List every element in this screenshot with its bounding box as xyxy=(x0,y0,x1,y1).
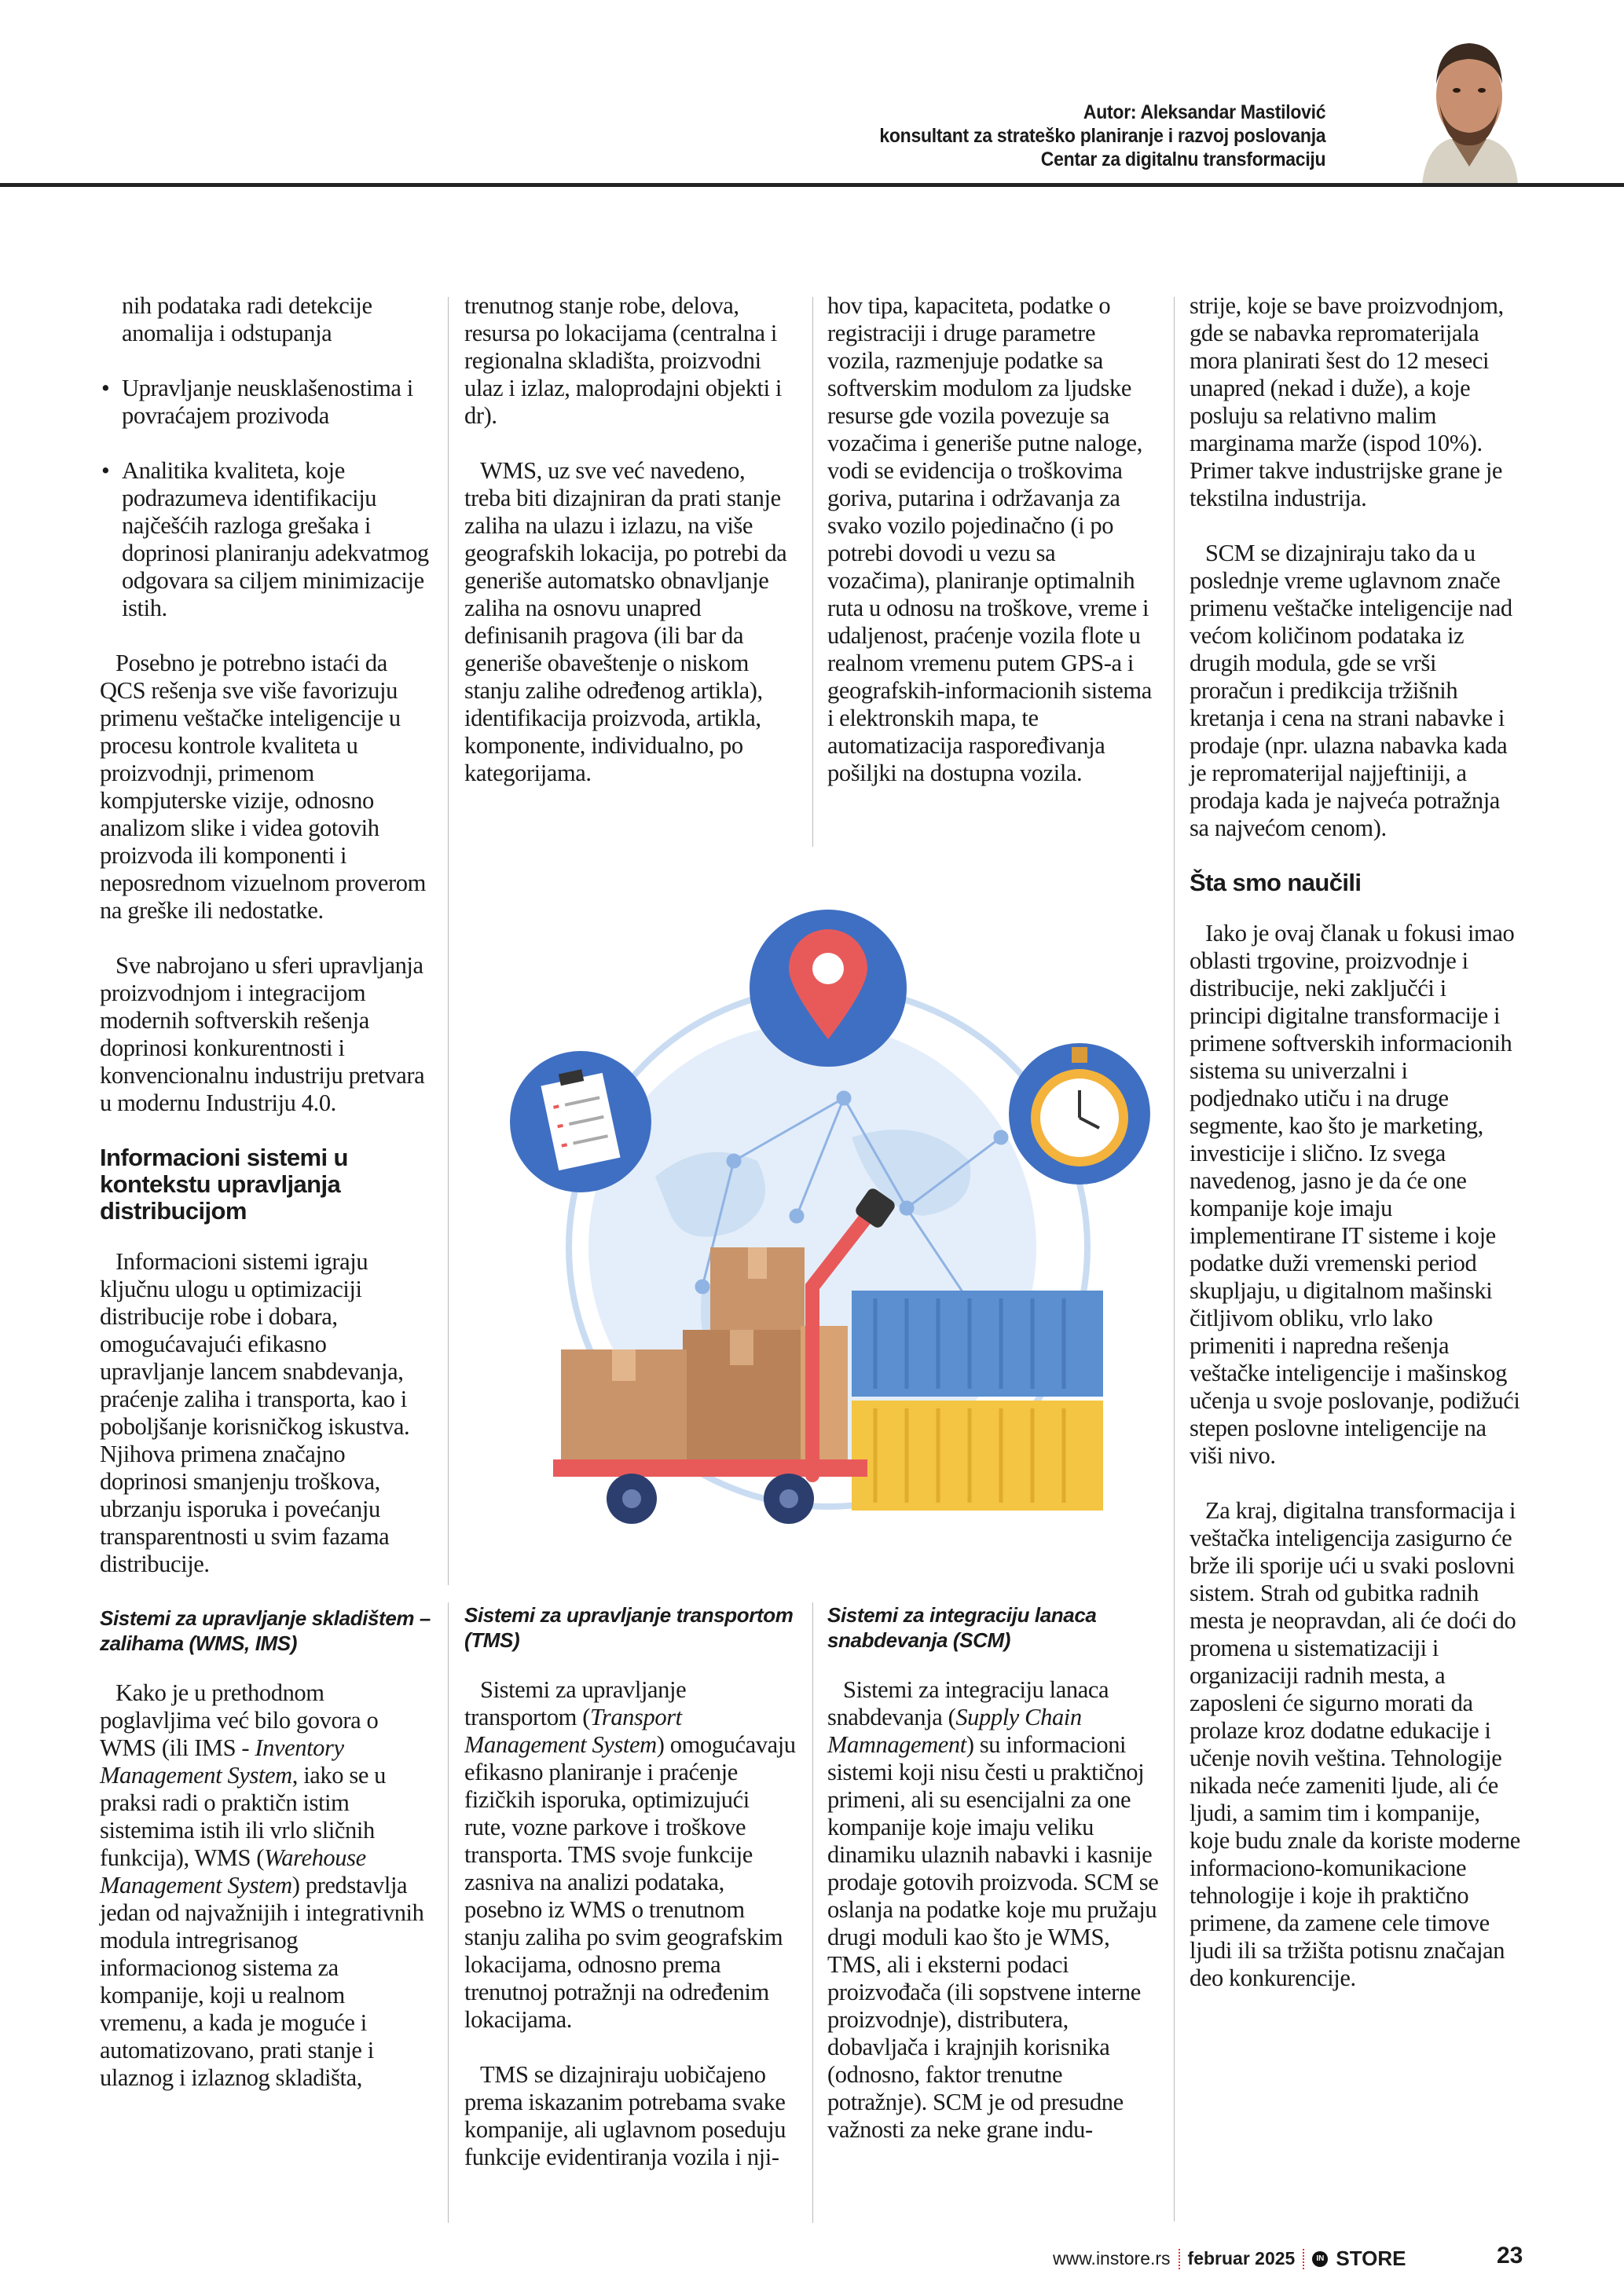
column-divider xyxy=(1174,297,1175,2221)
text: Sistemi za upravljanje transportom ( xyxy=(464,1676,687,1730)
text: ) su informacioni sistemi koji nisu česti u praktičnoj primeni, ali su esencijalni za one kompanije koje imaju veliku dinamiku ulaznih nabavki i kasnije prodaje gotovih proizvoda. SCM se oslanja na podatke koje mu pružaju drugi moduli kao što je WMS, TMS, ali i eksterni podaci proizvođača (ili sopstvene interne proizvodnje), distributera, dobavljača i krajnjih korisnika (odnosno, faktor trenutne potražnje). SCM je od presudne važnosti za neke grane indu- xyxy=(827,1731,1159,2143)
paragraph: Za kraj, digitalna transformacija i veštačka inteligencija zasigurno će brže ili sporije ući u svaki poslovni sistem. Strah od gubitka radnih mesta je neopravdan, ali će doći do promena u sistematizaciji i organizaciji radnih mesta, a zaposleni će sigurno morati da prolaze kroz dodatne edukacije i učenje novih veština. Tehnologije nikada neće zameniti ljude, ali će ljudi, a samim tim i kompanije, koje budu znale da koriste moderne informaciono-komunikacione tehnologije i koje ih praktično primene, da zamene cele timove ljudi ili sa tržišta potisnu značajan deo konkurencije. xyxy=(1190,1497,1520,1991)
logistics-illustration xyxy=(498,878,1158,1585)
italic-term: Inventory Management System xyxy=(100,1734,344,1789)
bullet-continuation: nih podataka radi detekcije anomalija i odstupanja xyxy=(122,292,372,346)
article-column-1 xyxy=(100,292,431,2119)
section-heading: Šta smo naučili xyxy=(1190,869,1362,896)
italic-term: Transport Management System xyxy=(464,1704,682,1758)
article-column-4 xyxy=(1190,292,1521,2020)
paragraph xyxy=(100,1679,431,2092)
paragraph: WMS, uz sve već navedeno, treba biti dizajniran da prati stanje zaliha na ulazu i izlazu, na više geografskih lokacija, po potrebi da generiše automatsko obnavljanje zaliha na osnovu unapred definisanih pragova (ili bar da generiše obaveštenje o niskom stanju zalihe određenog artikla), identifikacija proizvoda, artikla, komponente, individualno, po kategorijama. xyxy=(464,457,787,786)
column-divider xyxy=(448,297,449,1585)
page-number: 23 xyxy=(1497,2243,1523,2269)
footer-url[interactable]: www.instore.rs xyxy=(1053,2248,1171,2269)
text: Sistemi za integraciju lanaca snabdevanja ( xyxy=(827,1676,1109,1730)
author-block xyxy=(879,101,1325,171)
bullet-item: • Analitika kvaliteta, koje podrazumeva identifikaciju najčešćih razloga grešaka i doprinosi planiranju adekvatmog odgovara sa ciljem minimizacije istih. xyxy=(122,457,431,622)
clipboard-icon xyxy=(510,1051,651,1192)
subsection-heading: Sistemi za upravljanje skladištem – zalihama (WMS, IMS) xyxy=(100,1606,431,1655)
section-heading: Informacioni sistemi u kontekstu upravljanja distribucijom xyxy=(100,1144,348,1225)
subsection-heading: Sistemi za integraciju lanaca snabdevanja (SCM) xyxy=(827,1603,1097,1652)
column-divider xyxy=(812,1602,813,2223)
shipping-containers xyxy=(852,1291,1103,1511)
stopwatch-icon xyxy=(1009,1043,1150,1185)
paragraph: hov tipa, kapaciteta, podatke o registraciji i druge parametre vozila, razmenjuje podatke sa softverskim modulom za ljudske resurse gde vozila povezuje sa vozačima i generiše putne naloge, vodi se evidencija o troškovima goriva, putarina i održavanja za svako vozilo pojedinačno (i po potrebi dovodi u vezu sa vozačima), planiranje optimalnih ruta u odnosu na troškove, vreme i udaljenost, praćenje vozila flote u realnom vremenu putem GPS-a i geografskih-informacionih sistema i elektronskih mapa, te automatizacija raspoređivanja pošiljki na dostupna vozila. xyxy=(827,292,1152,786)
article-column-3-top xyxy=(827,292,1159,815)
footer-divider xyxy=(1179,2249,1180,2269)
paragraph: Posebno je potrebno istaći da QCS rešenja sve više favorizuju primenu veštačke inteligencije u procesu kontrole kvaliteta u proizvodnji, primenom kompjuterske vizije, odnosno analizom slike i videa gotovih proizvoda ili komponenti i neposrednom vizuelnom proverom na greške ili nedostatke. xyxy=(100,650,426,924)
footer-divider xyxy=(1303,2249,1304,2269)
author-photo xyxy=(1414,29,1524,185)
column-divider xyxy=(812,297,813,847)
author-name: Autor: Aleksandar Mastilović xyxy=(1083,101,1325,123)
text: ) omogućavaju efikasno planiranje i praćenje fizičkih isporuka, optimizujući rute, vozne parkove i troškove transporta. TMS svoje funkcije zasniva na analizi podataka, posebno iz WMS o trenutnom stanju zaliha po svim geografskim lokacijama, odnosno prema trenutnoj potražnji na određenim lokacijama. xyxy=(464,1731,796,2033)
article-column-2-bottom xyxy=(464,1602,796,2199)
article-column-3-bottom xyxy=(827,1602,1159,2171)
author-org: Centar za digitalnu transformaciju xyxy=(1040,148,1325,170)
paragraph: Sve nabrojano u sferi upravljanja proizvodnjom i integracijom modernih softverskih rešenja doprinosi konkurentnosti i konvencionalnu industriju pretvara u modernu Industriju 4.0. xyxy=(100,952,425,1116)
italic-term: Supply Chain Mamnagement xyxy=(827,1704,1082,1758)
footer-issue: februar 2025 xyxy=(1187,2248,1296,2269)
italic-term: Warehouse Management System xyxy=(100,1844,366,1899)
header-rule xyxy=(0,183,1624,187)
subsection-heading: Sistemi za upravljanje transportom (TMS) xyxy=(464,1603,794,1652)
page-footer xyxy=(1053,2247,1406,2271)
column-divider xyxy=(448,1602,449,2223)
paragraph: trenutnog stanje robe, delova, resursa po lokacijama (centralna i regionalna skladišta, proizvodni ulaz i izlaz, maloprodajni objekti i dr). xyxy=(464,292,782,429)
paragraph: Informacioni sistemi igraju ključnu ulogu u optimizaciji distribucije robe i dobara, omogućavajući efikasno upravljanje lancem snabdevanja, praćenje zaliha i transporta, kao i poboljšanje korisničkog iskustva. Njihova primena značajno doprinosi smanjenju troškova, ubrzanju isporuka i povećanju transparentnosti u svim fazama distribucije. xyxy=(100,1248,410,1577)
paragraph xyxy=(827,1676,1159,2144)
author-role: konsultant za strateško planiranje i razvoj poslovanja xyxy=(879,125,1325,147)
location-pin-icon xyxy=(750,910,907,1067)
article-column-2-top xyxy=(464,292,796,815)
bullet-item: • Upravljanje neusklašenostima i povraćajem prozivoda xyxy=(122,375,431,430)
text: ) predstavlja jedan od najvažnijih i integrativnih modula intregrisanog informacionog sistema za kompanije, koji u realnom vremenu, a kada je moguće i automatizovano, prati stanje i ulaznog i izlaznog skladišta, xyxy=(100,1872,424,2091)
instore-logo-icon: IN xyxy=(1312,2251,1328,2267)
footer-brand: STORE xyxy=(1336,2247,1406,2270)
paragraph: strije, koje se bave proizvodnjom, gde se nabavka repromaterijala mora planirati šest do 12 meseci unapred (nekad i duže), a koje posluju sa relativno malim marginama marže (ispod 10%). Primer takve industrijske grane je tekstilna industrija. xyxy=(1190,292,1504,511)
text: , iako se u praksi radi o praktičn istim sistemima istih ili vrlo sličnih funkcija), WMS ( xyxy=(100,1762,387,1871)
paragraph: TMS se dizajniraju uobičajeno prema iskazanim potrebama svake kompanije, ali uglavnom poseduju funkcije evidentiranja vozila i nji- xyxy=(464,2061,786,2170)
paragraph xyxy=(464,1676,796,2034)
paragraph: Iako je ovaj članak u fokusi imao oblasti trgovine, proizvodnje i distribucije, neki zaključći i principi digitalne transformacije i primene softverskih informacionih sistema su univerzalni i podjednako utiču i na druge segmente, kao što je marketing, investicije i slično. Iz svega navedenog, jasno je da će one kompanije koje imaju implementirane IT sisteme i koje podatke duži vremenski period skupljaju, u digitalnom mašinski čitljivom obliku, vrlo lako primeniti i napredna rešenja veštačke inteligencije i mašinskog učenja u svoje poslovanje, podižući stepen poslovne inteligencije na viši nivo. xyxy=(1190,920,1520,1469)
paragraph: SCM se dizajniraju tako da u poslednje vreme uglavnom znače primenu veštačke inteligencije nad većom količinom podataka iz drugih modula, gde se vrši proračun i predikcija tržišnih kretanja i cena na strani nabavke i prodaje (npr. ulazna nabavka kada je repromaterijal najjeftiniji, a prodaja kada je najveća potražnja sa najvećom cenom). xyxy=(1190,540,1512,841)
text: Kako je u prethodnom poglavljima već bilo govora o WMS (ili IMS - xyxy=(100,1679,379,1761)
